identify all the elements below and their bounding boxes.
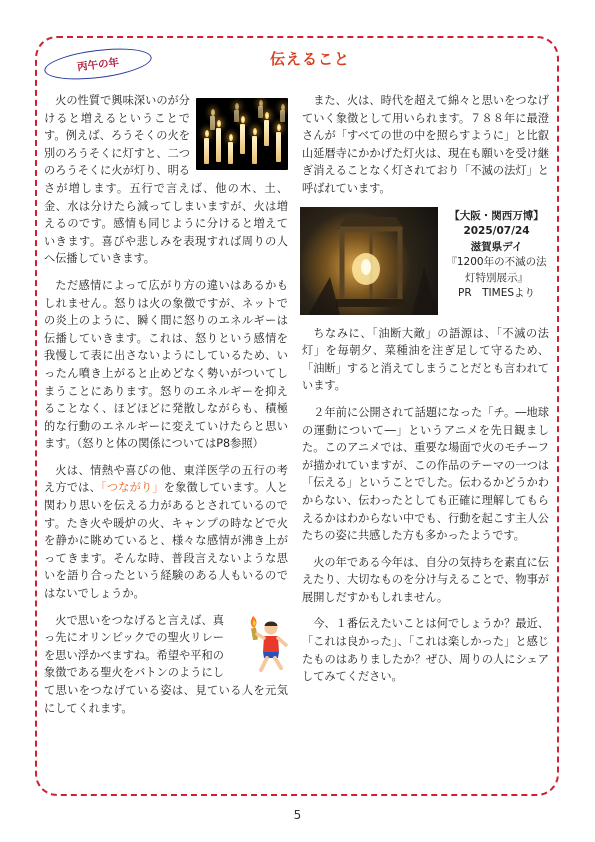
right-paragraph-3: ２年前に公開されて話題になった「チ。―地球の運動について―」というアニメを先日観ました。このアニメでは、重要な場面で火のモチーフが描かれていますが、この作品のテーマの一つは「伝える」ということでした。伝わるかどうかわからない、伝わったとしても正確に理解してもらえるかはわからない中でも、行動を起こす主人公たちの姿に共感した方も多かったようです。 [302, 405, 549, 543]
right-paragraph-5: 今、１番伝えたいことは何でしょうか？最近、「これは良かった」、「これは楽しかった」と感じたものはありましたか？ぜひ、周りの人にシェアしてみてください。 [302, 617, 549, 684]
right-paragraph-2: ちなみに、「油断大敵」の語源は、「不滅の法灯」を毎朝夕、菜種油を注ぎ足して守るため、「油断」すると消えてしまうことだとも言われています。 [302, 326, 549, 393]
left-paragraph-3-end: を象徴しています。人と関わり思いを伝える力があるとされているのです。たき火や暖炉の火、キャンプの時などで火を静かに眺めていると、様々な感情が沸き上がってきます。そんな時、普段言えないような思いを語り合ったという経験のある人もいるのではないでしょうか。 [44, 481, 289, 601]
lantern-photo-icon [300, 207, 438, 315]
tsunagari-highlight: 「つながり」 [100, 481, 164, 495]
caption-line-3: 滋賀県デイ [470, 240, 523, 253]
year-badge: 丙午の年 [43, 44, 154, 85]
left-paragraph-1-text: 火の性質で興味深いのが分けると増えるということです。例えば、ろうそくの火を別のろうそくに灯すと、二つのろうそくに火が灯り、明るさが増します。五行で言えば、他の木、土、金、水は分けたら減ってしまいますが、火は増えるのです。感情も同じように分けると増えていきます。喜びや悲しみを表現すれば周りの人へ伝播していきます。 [44, 94, 288, 266]
left-paragraph-1 [44, 92, 288, 268]
caption-line-1: 【大阪・関西万博】 [449, 209, 544, 222]
caption-line-2: 2025/07/24 [463, 225, 530, 238]
lantern-figure [300, 207, 549, 315]
torch-runner-icon [228, 612, 286, 674]
left-paragraph-2: ただ感情によって広がり方の違いはあるかもしれません。怒りは火の象徴ですが、ネットでの炎上のように、瞬く間に怒りのエネルギーは伝播していきます。これは、怒りという感情を我慢して表に出さないようにしているため、いったん噴き上がると止めどなく勢いがついてしまうことにあります。怒りのエネルギーを抑えることなく、ほどほどに発散しながらも、積極的な行動のエネルギーに変えていけたらと思います。（怒りと体の関係についてはP8参照） [44, 278, 288, 451]
caption-line-5: PR TIMESより [458, 287, 535, 300]
left-paragraph-4-text: 火で思いをつなげると言えば、真っ先にオリンピックでの聖火リレーを思い浮かべますね。希望や平和の象徴である聖火をバトンのようにして思いをつなげている姿は、見ている人を元気にしてくれます。 [44, 613, 288, 715]
left-paragraph-3-start: 火は、情熱や喜びの他、東洋医学の五行の考え方では、 [44, 463, 288, 495]
page-title: 伝えること [269, 50, 350, 68]
right-column [302, 92, 549, 695]
left-column [44, 92, 288, 726]
candles-photo-icon [196, 98, 288, 170]
right-paragraph-1: また、火は、時代を超えて綿々と思いをつなげていく象徴として用いられます。７８８年に最澄さんが「すべての世の中を照らすように」と比叡山延暦寺にかかげた灯火は、現在も願いを受け継ぎ消えることなく灯されており「不滅の法灯」と呼ばれています。 [302, 94, 549, 195]
right-paragraph-4: 火の年である今年は、自分の気持ちを素直に伝えたり、大切なものを分け与えることで、物事が展開しだすかもしれません。 [302, 555, 549, 604]
left-paragraph-4 [44, 612, 288, 718]
left-paragraph-3 [44, 462, 288, 603]
page-number: 5 [293, 808, 302, 822]
caption-line-4: 『1200年の不滅の法灯特別展示』 [446, 256, 547, 284]
lantern-caption [444, 207, 549, 315]
